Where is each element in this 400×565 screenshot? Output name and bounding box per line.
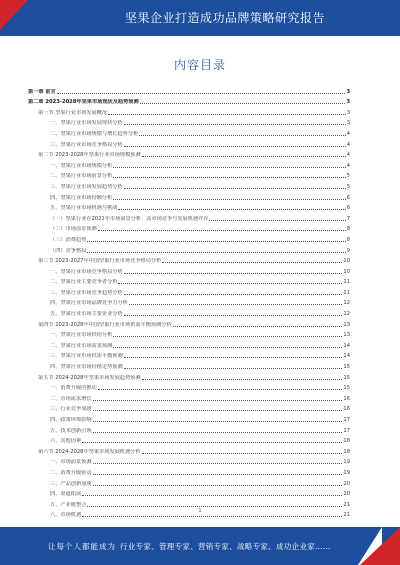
toc-dot-leader bbox=[209, 220, 345, 221]
header-red-accent bbox=[0, 0, 28, 30]
toc-entry-title: 一、消费升级的推动 bbox=[50, 385, 97, 392]
toc-dot-leader bbox=[124, 368, 343, 369]
toc-dot-leader bbox=[93, 485, 343, 486]
toc-dot-leader bbox=[93, 463, 343, 464]
toc-entry-page: 21 bbox=[343, 512, 350, 519]
toc-dot-leader bbox=[113, 199, 345, 200]
page-number: 1 bbox=[198, 508, 202, 514]
toc-entry-page: 20 bbox=[343, 491, 350, 498]
toc-entry[interactable] bbox=[28, 95, 350, 106]
toc-entry-title: 五、技术创新引领 bbox=[50, 427, 92, 434]
toc-entry[interactable] bbox=[28, 434, 350, 445]
toc-entry[interactable] bbox=[28, 465, 350, 476]
toc-entry-title: 一、市场前景预测 bbox=[50, 459, 92, 466]
toc-dot-leader bbox=[82, 516, 342, 517]
toc-dot-leader bbox=[142, 156, 346, 157]
toc-entry-title: 四、渠道拓展 bbox=[50, 491, 82, 498]
toc-entry-title: 第二节 2023-2028年坚果行业市场规模预测 bbox=[38, 152, 141, 159]
toc-entry-page: 9 bbox=[346, 247, 350, 254]
toc-entry[interactable] bbox=[28, 116, 350, 127]
toc-dot-leader bbox=[113, 347, 342, 348]
toc-entry-page: 3 bbox=[346, 88, 350, 95]
toc-dot-leader bbox=[142, 453, 343, 454]
toc-dot-leader bbox=[162, 262, 342, 263]
toc-entry-page: 3 bbox=[346, 99, 350, 106]
footer-banner bbox=[0, 527, 400, 565]
toc-entry-page: 19 bbox=[343, 459, 350, 466]
toc-entry-page: 5 bbox=[346, 173, 350, 180]
toc-dot-leader bbox=[118, 283, 342, 284]
toc-entry-page: 18 bbox=[343, 448, 350, 455]
toc-entry-page: 4 bbox=[346, 152, 350, 159]
toc-dot-leader bbox=[93, 421, 343, 422]
toc-entry[interactable] bbox=[28, 232, 350, 243]
toc-dot-leader bbox=[142, 379, 343, 380]
toc-entry-page: 21 bbox=[343, 501, 350, 508]
toc-entry-title: 二、坚果行业市场需求预测 bbox=[50, 342, 113, 349]
toc-dot-leader bbox=[87, 506, 342, 507]
toc-entry-page: 3 bbox=[346, 109, 350, 116]
toc-entry-page: 8 bbox=[346, 236, 350, 243]
toc-entry[interactable] bbox=[28, 338, 350, 349]
toc-dot-leader bbox=[129, 304, 343, 305]
toc-entry-page: 16 bbox=[343, 406, 350, 413]
toc-dot-leader bbox=[87, 252, 345, 253]
toc-entry-page: 11 bbox=[343, 289, 350, 296]
toc-entry[interactable] bbox=[28, 137, 350, 148]
toc-entry[interactable] bbox=[28, 275, 350, 286]
toc-entry-title: 三、坚果行业市场竞争格局分析 bbox=[50, 141, 123, 148]
toc-entry[interactable] bbox=[28, 264, 350, 275]
toc-dot-leader bbox=[57, 93, 346, 94]
toc-entry[interactable] bbox=[28, 222, 350, 233]
toc-entry[interactable] bbox=[28, 211, 350, 222]
toc-entry-page: 18 bbox=[343, 438, 350, 445]
toc-entry-page: 4 bbox=[346, 130, 350, 137]
toc-entry-title: 二、消费升级驱动 bbox=[50, 469, 92, 476]
toc-entry[interactable] bbox=[28, 455, 350, 466]
toc-dot-leader bbox=[124, 188, 346, 189]
toc-entry-title: 二、坚果行业主要竞争者分析 bbox=[50, 279, 118, 286]
toc-dot-leader bbox=[93, 410, 343, 411]
toc-entry[interactable] bbox=[28, 201, 350, 212]
toc-entry[interactable] bbox=[28, 169, 350, 180]
toc-entry-page: 11 bbox=[343, 279, 350, 286]
toc-dot-leader bbox=[140, 103, 346, 104]
toc-entry-page: 17 bbox=[343, 417, 350, 423]
toc-entry[interactable] bbox=[28, 487, 350, 498]
toc-entry[interactable] bbox=[28, 359, 350, 370]
toc-entry[interactable] bbox=[28, 254, 350, 265]
toc-entry-title: （一）坚果行业在2021年市场前景分析：高市场竞争与发展机遇并存 bbox=[50, 215, 209, 222]
toc-entry-page: 6 bbox=[346, 194, 350, 201]
toc-entry-page: 10 bbox=[343, 258, 350, 265]
toc-entry[interactable] bbox=[28, 317, 350, 328]
toc-entry-title: 一、坚果行业市场规模分析 bbox=[50, 162, 113, 169]
document-title: 坚果企业打造成功品牌策略研究报告 bbox=[124, 11, 325, 25]
header-banner bbox=[0, 0, 400, 36]
toc-entry-title: 二、坚果行业市场规模与增长趋势分析 bbox=[50, 130, 139, 137]
toc-entry-title: 一、坚果行业市场发展现状分析 bbox=[50, 120, 123, 127]
toc-entry-title: 二、市场需求增长 bbox=[50, 395, 92, 402]
toc-entry-page: 15 bbox=[343, 364, 350, 371]
toc-entry-page: 13 bbox=[343, 332, 350, 339]
toc-dot-leader bbox=[108, 114, 346, 115]
toc-entry[interactable] bbox=[28, 105, 350, 116]
toc-entry-title: 四、坚果行业市场品牌竞争力分析 bbox=[50, 300, 128, 307]
toc-entry-page: 19 bbox=[343, 469, 350, 476]
toc-entry-page: 8 bbox=[346, 226, 350, 233]
toc-entry-page: 14 bbox=[343, 353, 350, 360]
toc-dot-leader bbox=[124, 146, 346, 147]
toc-entry-title: 第四节 2023-2028年中国坚果行业市场供需平衡预测分析 bbox=[38, 321, 172, 328]
toc-dot-leader bbox=[82, 442, 342, 443]
toc-entry[interactable] bbox=[28, 158, 350, 169]
toc-entry[interactable] bbox=[28, 179, 350, 190]
toc-entry-title: （四）竞争格局 bbox=[50, 247, 87, 254]
toc-entry[interactable] bbox=[28, 243, 350, 254]
toc-dot-leader bbox=[113, 336, 342, 337]
toc-entry[interactable] bbox=[28, 84, 350, 95]
toc-entry-page: 15 bbox=[343, 374, 350, 381]
toc-entry-page: 7 bbox=[346, 215, 350, 222]
toc-entry[interactable] bbox=[28, 402, 350, 413]
toc-entry-title: 二、坚果行业市场前景分析 bbox=[50, 173, 113, 180]
toc-entry[interactable] bbox=[28, 412, 350, 423]
toc-entry-title: 第六节 2024-2028年坚果市场发展机遇分析 bbox=[38, 448, 141, 455]
toc-entry-page: 14 bbox=[343, 342, 350, 349]
toc-dot-leader bbox=[98, 389, 343, 390]
toc-dot-leader bbox=[87, 241, 345, 242]
toc-entry-title: 第二章 2023-2028年坚果市场现状及趋势预测 bbox=[28, 99, 139, 106]
toc-entry-page: 6 bbox=[346, 205, 350, 212]
toc-entry-page: 12 bbox=[343, 300, 350, 307]
toc-dot-leader bbox=[124, 315, 343, 316]
toc-entry-page: 12 bbox=[343, 311, 350, 318]
toc-entry-page: 3 bbox=[346, 120, 350, 127]
toc-entry[interactable] bbox=[28, 370, 350, 381]
toc-entry-title: 六、市场机遇 bbox=[50, 512, 82, 519]
toc-entry-page: 10 bbox=[343, 268, 350, 275]
toc-entry-title: （三）消费趋势 bbox=[50, 236, 87, 243]
toc-entry-page: 16 bbox=[343, 395, 350, 402]
footer-roles: 行业专家、管理专家、营销专家、战略专家、成功企业家…… bbox=[120, 542, 331, 551]
toc-entry[interactable] bbox=[28, 190, 350, 201]
toc-entry[interactable] bbox=[28, 126, 350, 137]
toc-entry-page: 5 bbox=[346, 183, 350, 190]
toc-dot-leader bbox=[124, 273, 343, 274]
toc-entry-title: 三、产品创新加速 bbox=[50, 480, 92, 487]
toc-entry-title: 第三节 2023-2027年中国坚果行业市场竞争格局分析 bbox=[38, 258, 162, 265]
footer-red-accent bbox=[360, 527, 400, 565]
toc-dot-leader bbox=[93, 474, 343, 475]
toc-entry-title: 三、坚果行业市场竞争趋势分析 bbox=[50, 289, 123, 296]
toc-entry-title: 四、坚果行业市场份额分析 bbox=[50, 194, 113, 201]
toc-dot-leader bbox=[118, 209, 345, 210]
toc-entry-title: 四、政策环境影响 bbox=[50, 417, 92, 423]
toc-entry-page: 15 bbox=[343, 385, 350, 392]
toc-entry-title: 第一章 前言 bbox=[28, 88, 56, 95]
toc-entry-page: 4 bbox=[346, 162, 350, 169]
toc-entry-title: 三、行业竞争加剧 bbox=[50, 406, 92, 413]
toc-dot-leader bbox=[139, 135, 345, 136]
toc-entry-page: 20 bbox=[343, 480, 350, 487]
toc-entry[interactable] bbox=[28, 296, 350, 307]
toc-entry[interactable] bbox=[28, 349, 350, 360]
toc-entry-title: 一、坚果行业市场竞争格局分析 bbox=[50, 268, 123, 275]
toc-heading: 内容目录 bbox=[173, 58, 226, 72]
toc-dot-leader bbox=[82, 495, 342, 496]
toc-dot-leader bbox=[124, 294, 343, 295]
toc-entry-page: 4 bbox=[346, 141, 350, 148]
toc-dot-leader bbox=[93, 432, 343, 433]
toc-dot-leader bbox=[124, 357, 343, 358]
toc-dot-leader bbox=[124, 124, 346, 125]
toc-entry[interactable] bbox=[28, 285, 350, 296]
toc-dot-leader bbox=[113, 167, 345, 168]
toc-entry-title: 第一节 坚果行业市场发展概况 bbox=[38, 109, 108, 116]
toc-dot-leader bbox=[113, 177, 345, 178]
toc-entry-title: 五、坚果行业市场机遇与挑战 bbox=[50, 205, 118, 212]
toc-dot-leader bbox=[173, 326, 343, 327]
toc-dot-leader bbox=[93, 400, 343, 401]
toc-entry-title: 三、坚果行业市场供需平衡预测 bbox=[50, 353, 123, 360]
toc-entry[interactable] bbox=[28, 423, 350, 434]
toc-entry[interactable] bbox=[28, 328, 350, 339]
table-of-contents bbox=[28, 84, 350, 518]
toc-entry[interactable] bbox=[28, 306, 350, 317]
toc-entry-title: 一、坚果行业市场供给分析 bbox=[50, 332, 113, 339]
toc-entry[interactable] bbox=[28, 391, 350, 402]
toc-entry-title: （二）市场前景预测 bbox=[50, 226, 97, 233]
toc-entry[interactable] bbox=[28, 476, 350, 487]
footer-slogan: 让每个人都能成为 bbox=[48, 542, 116, 551]
toc-entry[interactable] bbox=[28, 381, 350, 392]
toc-entry-page: 13 bbox=[343, 321, 350, 328]
toc-entry-page: 17 bbox=[343, 427, 350, 434]
toc-dot-leader bbox=[98, 230, 346, 231]
toc-entry-title: 六、其他因素 bbox=[50, 438, 82, 445]
toc-entry[interactable] bbox=[28, 497, 350, 508]
toc-entry-title: 第五节 2024-2028年坚果市场发展趋势预测 bbox=[38, 374, 141, 381]
toc-entry-title: 五、坚果行业市场主要企业分析 bbox=[50, 311, 123, 318]
toc-entry-title: 三、坚果行业市场发展趋势分析 bbox=[50, 183, 123, 190]
toc-entry-title: 四、坚果行业市场价格走势预测 bbox=[50, 364, 123, 371]
toc-entry-title: 五、产业链整合 bbox=[50, 501, 87, 508]
toc-entry[interactable] bbox=[28, 444, 350, 455]
toc-entry[interactable] bbox=[28, 148, 350, 159]
